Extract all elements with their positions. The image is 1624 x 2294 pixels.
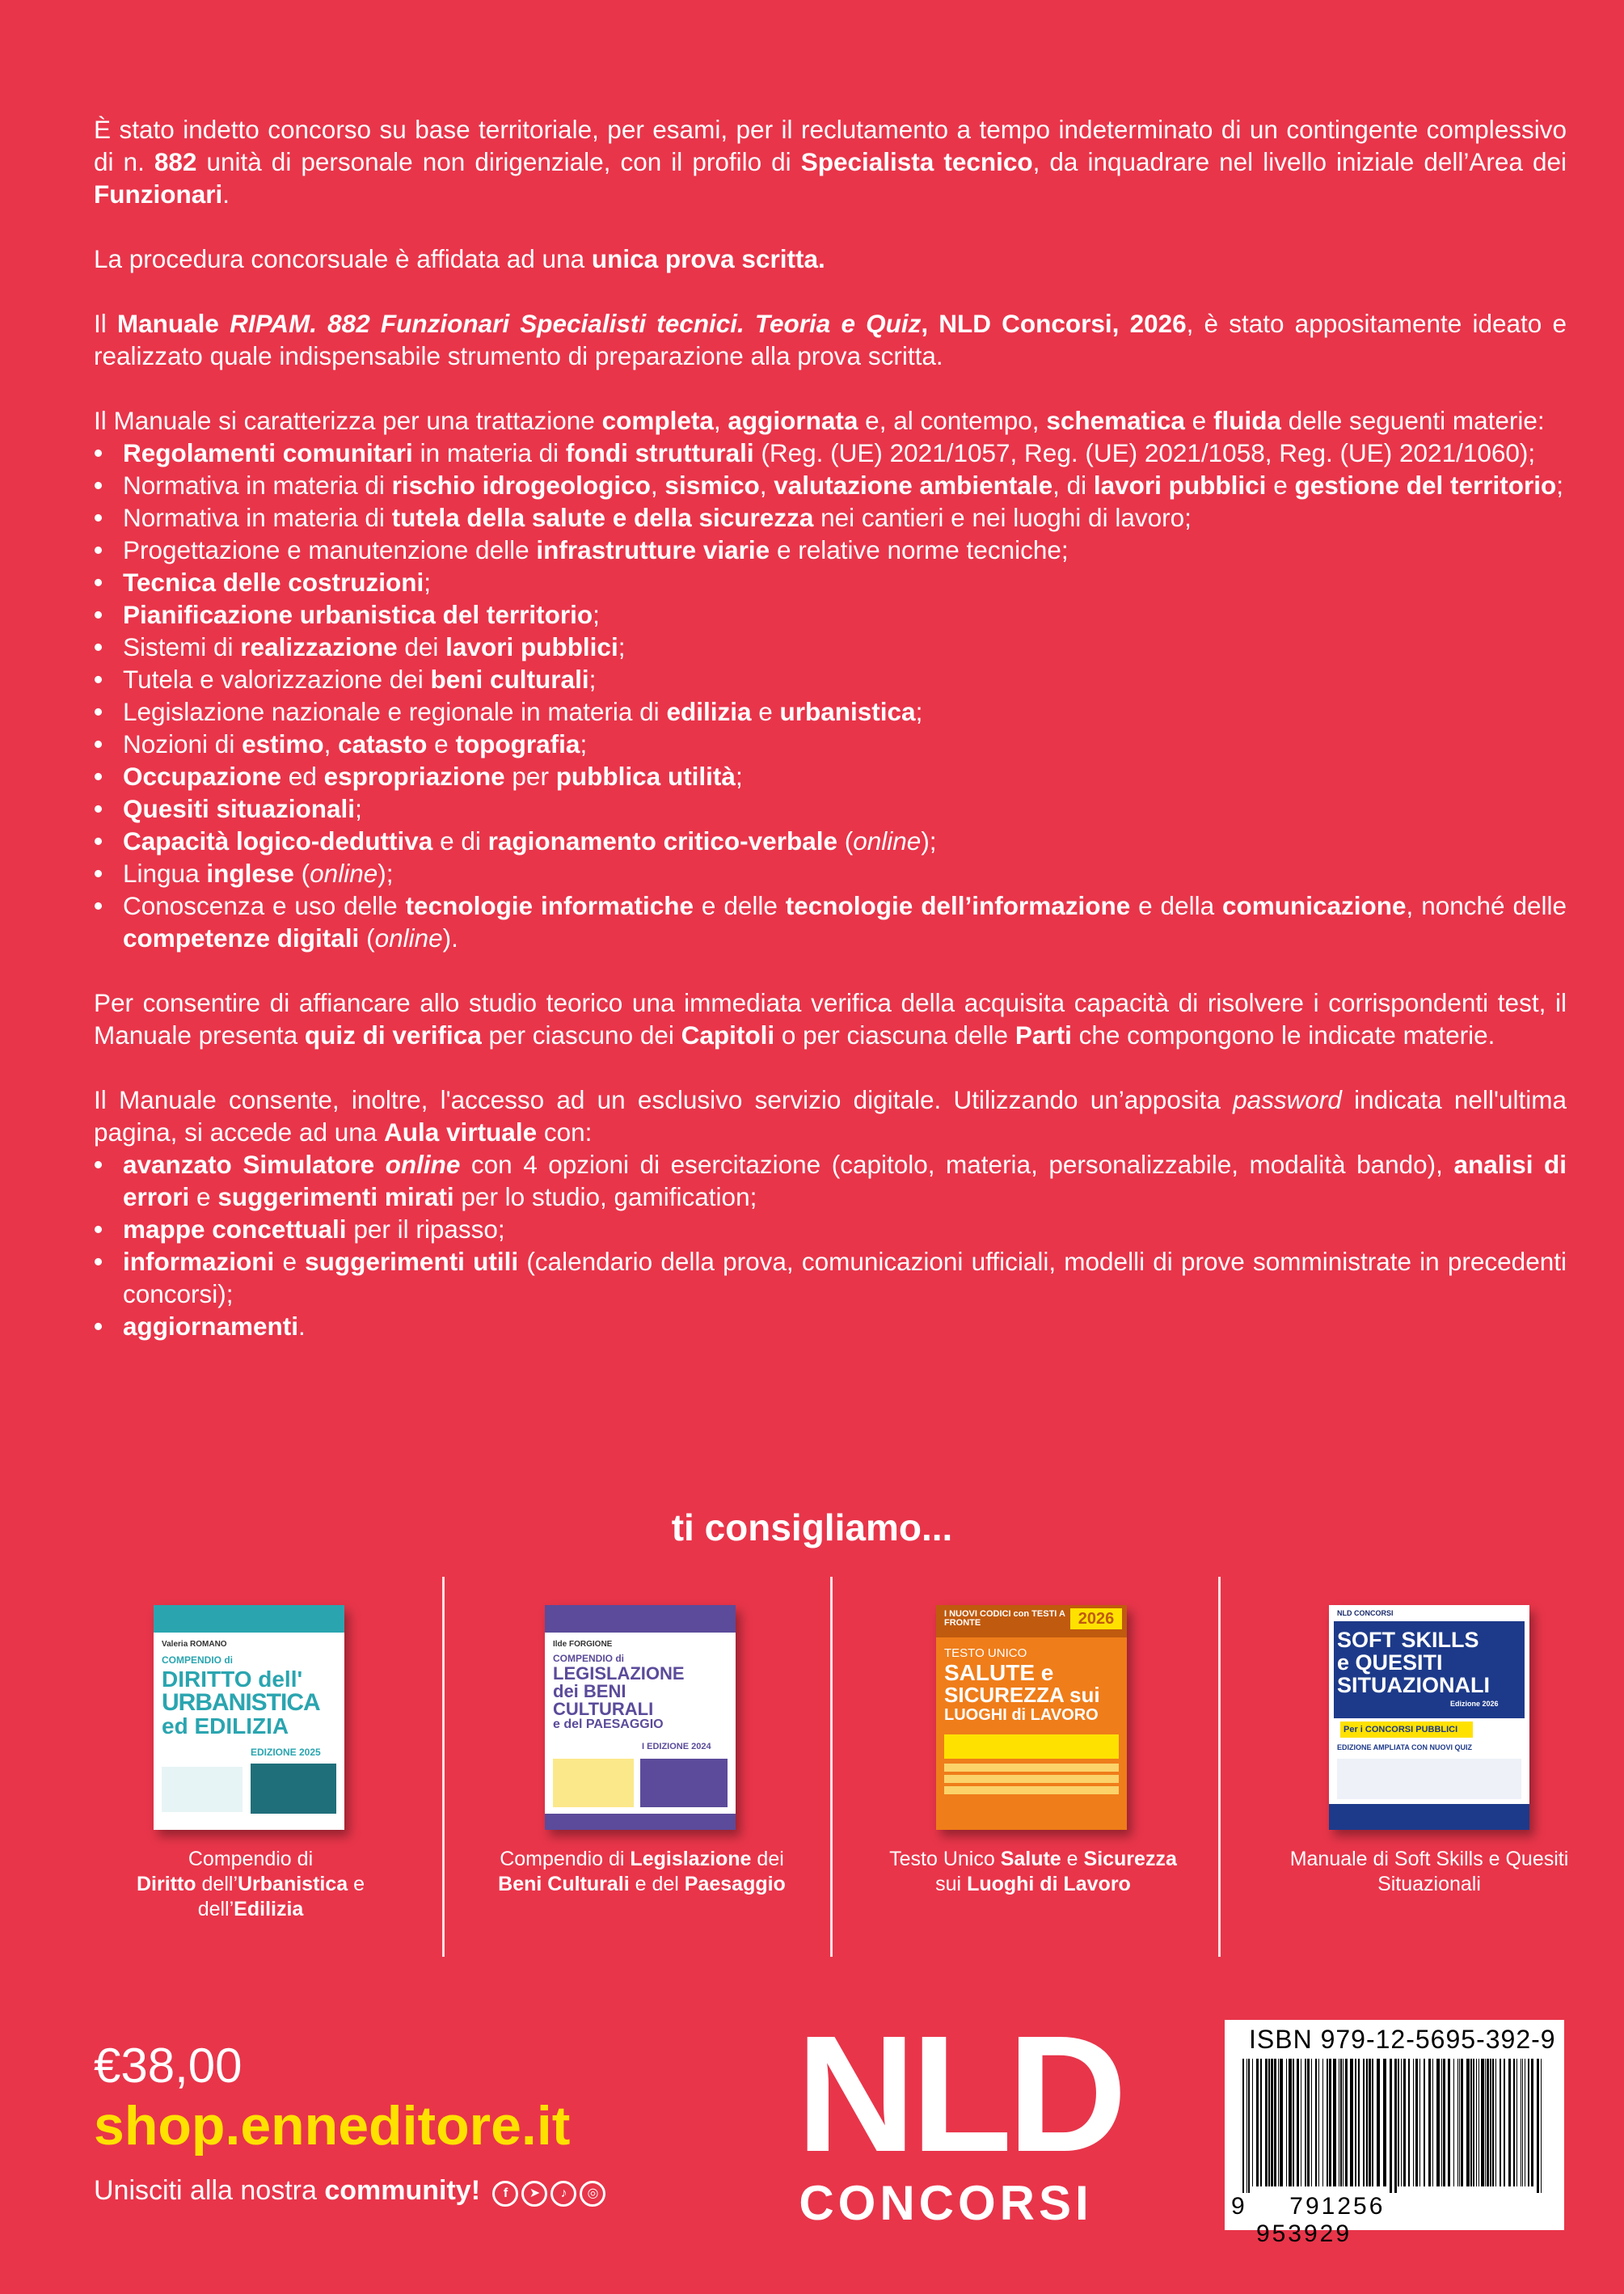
text-segment: indicata nell'ultima pagina, si accede ad una xyxy=(94,1085,1567,1147)
barcode-bar xyxy=(1271,2059,1273,2186)
barcode-bar xyxy=(1358,2059,1360,2186)
text-segment: ; xyxy=(735,762,743,791)
subject-item xyxy=(94,760,1567,792)
barcode-bar xyxy=(1350,2059,1353,2186)
barcode-bar xyxy=(1369,2059,1371,2186)
barcode-bar xyxy=(1401,2059,1402,2186)
barcode-bar xyxy=(1274,2059,1276,2186)
barcode-bar xyxy=(1528,2059,1529,2186)
text-segment: rischio idrogeologico xyxy=(391,471,651,500)
text-segment: Legislazione xyxy=(630,1848,752,1870)
barcode-bar xyxy=(1297,2059,1299,2186)
text-segment: Edilizia xyxy=(234,1898,304,1920)
barcode-bar xyxy=(1256,2059,1259,2186)
barcode-bar xyxy=(1408,2059,1410,2186)
divider xyxy=(830,1577,833,1957)
book-caption xyxy=(1284,1847,1575,1897)
text-segment: Tecnica delle costruzioni xyxy=(123,568,424,597)
logo-concorsi: CONCORSI xyxy=(799,2176,1093,2230)
barcode-bar xyxy=(1383,2059,1386,2186)
barcode-bar xyxy=(1428,2059,1431,2186)
text-segment: comunicazione xyxy=(1222,891,1407,920)
cover-header xyxy=(154,1605,344,1633)
text-segment: e xyxy=(1061,1848,1084,1870)
cover-line: DIRITTO dell' xyxy=(162,1667,303,1692)
subject-item xyxy=(94,857,1567,889)
text-segment: , di xyxy=(1052,471,1094,500)
text-segment: gestione del territorio xyxy=(1294,471,1557,500)
barcode-bar xyxy=(1537,2059,1539,2193)
cover-header xyxy=(545,1605,736,1633)
cover-box xyxy=(553,1759,634,1807)
text-segment: tutela della salute e della sicurezza xyxy=(391,503,814,532)
text-segment: ; xyxy=(1556,471,1564,500)
barcode-bar xyxy=(1441,2059,1442,2186)
text-segment: ); xyxy=(378,859,394,888)
text-segment: , xyxy=(650,471,665,500)
text-segment: Aula virtuale xyxy=(384,1117,538,1147)
text-segment: espropriazione xyxy=(323,762,505,791)
barcode-bar xyxy=(1453,2059,1454,2186)
cover-author: Valeria ROMANO xyxy=(162,1640,227,1649)
cover-footer xyxy=(1329,1804,1529,1830)
text-segment: fondi strutturali xyxy=(565,438,754,467)
cover-box xyxy=(944,1775,1119,1783)
isbn-barcode xyxy=(1225,2020,1564,2247)
tiktok-icon[interactable]: ♪ xyxy=(550,2181,576,2207)
text-segment: ); xyxy=(921,826,937,855)
text-segment: mappe concettuali xyxy=(123,1215,347,1244)
barcode-bar xyxy=(1377,2059,1380,2186)
text-segment: Sistemi di xyxy=(123,632,241,661)
barcode-bar xyxy=(1522,2059,1523,2186)
social-icons xyxy=(492,2177,609,2208)
cover-year: 2026 xyxy=(1070,1608,1122,1629)
text-segment: topografia xyxy=(455,729,580,758)
text-segment: e relative norme tecniche; xyxy=(770,535,1069,564)
text-segment: e xyxy=(189,1182,218,1211)
nld-concorsi-logo xyxy=(796,2001,1123,2236)
barcode-bar xyxy=(1419,2059,1420,2186)
intro-paragraph-4: Il Manuale si caratterizza per una trattazione completa, aggiornata e, al contempo, schematica e fluida delle seguenti materie: xyxy=(94,406,1545,435)
text-segment: quiz di verifica xyxy=(304,1020,482,1050)
subject-item xyxy=(94,501,1567,534)
cover-box xyxy=(162,1767,243,1812)
cover-edition: Edizione 2026 xyxy=(1450,1700,1499,1708)
cover-box xyxy=(251,1764,336,1814)
text-segment: suggerimenti utili xyxy=(305,1247,519,1276)
cover-line: e del PAESAGGIO xyxy=(553,1717,664,1731)
divider xyxy=(1218,1577,1221,1957)
barcode-bar xyxy=(1500,2059,1501,2186)
description-text xyxy=(94,113,1567,1342)
text-segment: online xyxy=(385,1150,461,1179)
logo-nld: NLD xyxy=(796,2001,1123,2186)
subject-item xyxy=(94,469,1567,501)
text-segment: Il Manuale consente, inoltre, l'accesso ad un esclusivo servizio digitale. Utilizzando un’apposita xyxy=(94,1085,1234,1114)
text-segment: per lo studio, gamification; xyxy=(453,1182,757,1211)
community-label: community! xyxy=(324,2175,481,2206)
subjects-list xyxy=(94,437,1567,954)
shop-link[interactable]: shop.enneditore.it xyxy=(94,2095,571,2157)
barcode-bar xyxy=(1280,2059,1283,2186)
barcode-bar xyxy=(1372,2059,1373,2186)
text-segment: e delle xyxy=(694,891,786,920)
barcode-bar xyxy=(1252,2059,1253,2186)
cover-edition: I EDIZIONE 2024 xyxy=(642,1742,711,1751)
digital-feature-item xyxy=(94,1310,1567,1342)
recommended-books xyxy=(0,1577,1624,1965)
text-segment: dell’ xyxy=(196,1873,238,1895)
barcode-bar xyxy=(1443,2059,1445,2186)
text-segment: Lingua xyxy=(123,859,207,888)
text-segment: Nozioni di xyxy=(123,729,243,758)
subject-item xyxy=(94,825,1567,857)
ean-digit-group: 953929 xyxy=(1255,2220,1352,2247)
text-segment: e xyxy=(427,729,456,758)
barcode-bar xyxy=(1424,2059,1425,2186)
barcode-bar xyxy=(1457,2059,1458,2186)
facebook-icon[interactable]: f xyxy=(492,2181,518,2207)
barcode-bar xyxy=(1485,2059,1486,2186)
barcode-bar xyxy=(1432,2059,1433,2186)
text-segment: ed xyxy=(281,762,324,791)
barcode-bar xyxy=(1415,2059,1418,2186)
barcode-bar xyxy=(1278,2059,1279,2186)
text-segment: lavori pubblici xyxy=(1093,471,1267,500)
text-segment: e dell’ xyxy=(197,1873,365,1920)
price: €38,00 xyxy=(94,2038,243,2093)
text-segment: e xyxy=(274,1247,306,1276)
barcode-bar xyxy=(1242,2059,1244,2193)
text-segment: ( xyxy=(293,859,310,888)
barcode-bar xyxy=(1246,2059,1247,2193)
barcode-bar xyxy=(1355,2059,1356,2186)
barcode-bar xyxy=(1508,2059,1511,2186)
text-segment: Capitoli xyxy=(681,1020,775,1050)
text-segment: Compendio di xyxy=(500,1848,631,1870)
text-segment: con 4 opzioni di esercitazione (capitolo, materia, personalizzabile, modalità bando), xyxy=(460,1150,1454,1179)
barcode-bar xyxy=(1327,2059,1328,2186)
text-segment: online xyxy=(374,923,443,953)
barcode-bar xyxy=(1307,2059,1310,2186)
subject-item xyxy=(94,534,1567,566)
barcode-bar xyxy=(1286,2059,1287,2186)
text-segment: o per ciascuna delle xyxy=(774,1020,1015,1050)
barcode-bar xyxy=(1481,2059,1484,2186)
digital-feature-item xyxy=(94,1148,1567,1213)
text-segment: Luoghi di Lavoro xyxy=(967,1873,1131,1895)
barcode-bar xyxy=(1476,2059,1477,2186)
text-segment: avanzato Simulatore xyxy=(123,1150,386,1179)
cover-line: SICUREZZA sui xyxy=(944,1683,1100,1707)
text-segment: online xyxy=(853,826,922,855)
instagram-icon[interactable]: ◎ xyxy=(580,2181,605,2207)
book-cover xyxy=(545,1605,736,1830)
text-segment: Normativa in materia di xyxy=(123,503,392,532)
text-segment: ( xyxy=(837,826,854,855)
subject-item xyxy=(94,695,1567,728)
book-cover xyxy=(936,1605,1127,1830)
barcode-bar xyxy=(1492,2059,1494,2186)
subject-item xyxy=(94,663,1567,695)
barcode-bar xyxy=(1398,2059,1399,2186)
text-segment: ; xyxy=(618,632,626,661)
intro-paragraph-1: È stato indetto concorso su base territoriale, per esami, per il reclutamento a tempo indeterminato di un contingente complessivo di n. 882 unità di personale non dirigenziale, con il profilo di Specialista tecnico, da inquadrare nel livello iniziale dell’Area dei Funzionari. xyxy=(94,115,1567,209)
ean-digit-group: 9 xyxy=(1231,2193,1247,2220)
text-segment: sismico xyxy=(664,471,760,500)
text-segment: infrastrutture viarie xyxy=(536,535,770,564)
barcode-bar xyxy=(1470,2059,1472,2186)
barcode-bar xyxy=(1490,2059,1491,2186)
text-segment: tecnologie dell’informazione xyxy=(785,891,1131,920)
text-segment: per il ripasso; xyxy=(346,1215,505,1244)
cover-edition: EDIZIONE 2025 xyxy=(251,1747,321,1758)
cover-top: I NUOVI CODICI con TESTI A FRONTE xyxy=(944,1609,1065,1628)
barcode-bar xyxy=(1461,2059,1463,2186)
text-segment: ; xyxy=(915,697,923,726)
barcode-bar xyxy=(1459,2059,1460,2186)
subject-item xyxy=(94,598,1567,631)
cover-footer xyxy=(545,1814,736,1830)
text-segment: per ciascuno dei xyxy=(481,1020,681,1050)
text-segment: Sicurezza xyxy=(1083,1848,1177,1870)
cover-line: URBANISTICA xyxy=(162,1689,320,1716)
text-segment: sui xyxy=(935,1873,968,1895)
text-segment: Diritto xyxy=(136,1873,196,1895)
text-segment: in materia di xyxy=(412,438,566,467)
barcode-bar xyxy=(1265,2059,1268,2186)
cover-line: SITUAZIONALI xyxy=(1337,1673,1490,1697)
cover-box xyxy=(944,1764,1119,1772)
subject-item xyxy=(94,889,1567,954)
barcode-bar xyxy=(1516,2059,1517,2186)
cover-badge: Per i CONCORSI PUBBLICI xyxy=(1340,1722,1473,1738)
text-segment: online xyxy=(310,859,378,888)
text-segment: Tutela e valorizzazione dei xyxy=(123,665,431,694)
text-segment: nei cantieri e nei luoghi di lavoro; xyxy=(813,503,1192,532)
text-segment: , xyxy=(323,729,339,758)
text-segment: valutazione ambientale xyxy=(774,471,1053,500)
cover-line: e QUESITI xyxy=(1337,1650,1443,1675)
text-segment: tecnologie informatiche xyxy=(405,891,694,920)
text-segment: ; xyxy=(593,600,600,629)
cover-author: Ilde FORGIONE xyxy=(553,1640,613,1649)
text-segment: ; xyxy=(588,665,597,694)
text-segment: e xyxy=(1266,471,1295,500)
barcode-bar xyxy=(1333,2059,1336,2186)
barcode-bar xyxy=(1248,2059,1250,2193)
barcode-bar xyxy=(1315,2059,1317,2186)
barcode-bar xyxy=(1513,2059,1515,2186)
barcode-bar xyxy=(1504,2059,1505,2186)
barcode xyxy=(1242,2059,1546,2193)
community-line xyxy=(94,2175,609,2208)
barcode-bar xyxy=(1311,2059,1312,2186)
text-segment: ). xyxy=(442,923,458,953)
barcode-bar xyxy=(1478,2059,1479,2186)
barcode-bar xyxy=(1260,2059,1262,2186)
cover-brand: NLD CONCORSI xyxy=(1337,1609,1394,1617)
book-cover xyxy=(1329,1605,1529,1830)
text-segment: estimo xyxy=(242,729,324,758)
divider xyxy=(442,1577,445,1957)
text-segment: beni culturali xyxy=(430,665,589,694)
text-segment: ; xyxy=(424,568,432,597)
text-segment: urbanistica xyxy=(779,697,916,726)
text-segment: lavori pubblici xyxy=(445,632,618,661)
text-segment: ; xyxy=(355,794,362,823)
text-segment: Pianificazione urbanistica del territorio xyxy=(123,600,593,629)
text-segment: Per consentire di affiancare allo studio teorico una immediata verifica della acquisita capacità di risolvere i corrispondenti test, il Manuale presenta xyxy=(94,988,1567,1050)
text-segment: per xyxy=(504,762,556,791)
barcode-bar xyxy=(1305,2059,1306,2186)
cover-line: dei BENI xyxy=(553,1681,626,1701)
barcode-bar xyxy=(1394,2059,1397,2193)
cover-line: LEGISLAZIONE xyxy=(553,1663,685,1684)
text-segment: Regolamenti comunitari xyxy=(123,438,413,467)
text-segment: edilizia xyxy=(666,697,752,726)
cover-box xyxy=(640,1759,728,1807)
community-prefix: Unisciti alla nostra xyxy=(94,2175,325,2206)
book-cover xyxy=(154,1605,344,1830)
text-segment: Compendio di xyxy=(188,1848,314,1870)
text-segment: Conoscenza e uso delle xyxy=(123,891,406,920)
cover-line: TESTO UNICO xyxy=(944,1646,1027,1660)
intro-paragraph-3: Il Manuale RIPAM. 882 Funzionari Specialisti tecnici. Teoria e Quiz, NLD Concorsi, 2026, è stato appositamente ideato e realizzato quale indispensabile strumento di preparazione alla prova scritta. xyxy=(94,309,1567,370)
cover-line: LUOGHI di LAVORO xyxy=(944,1706,1099,1724)
text-segment: suggerimenti mirati xyxy=(217,1182,454,1211)
barcode-bar xyxy=(1436,2059,1440,2186)
barcode-bar xyxy=(1329,2059,1331,2186)
text-segment: Manuale di Soft Skills e Quesiti Situazionali xyxy=(1289,1848,1569,1895)
recommend-title: ti consigliamo... xyxy=(671,1506,953,1548)
text-segment: Paesaggio xyxy=(684,1873,786,1895)
text-segment: con: xyxy=(537,1117,593,1147)
barcode-bar xyxy=(1345,2059,1348,2186)
text-segment: inglese xyxy=(206,859,294,888)
barcode-bar xyxy=(1531,2059,1533,2186)
cover-note: EDIZIONE AMPLIATA CON NUOVI QUIZ xyxy=(1337,1743,1472,1751)
book-caption xyxy=(496,1847,787,1897)
text-segment: Progettazione e manutenzione delle xyxy=(123,535,537,564)
subject-item xyxy=(94,566,1567,598)
barcode-bar xyxy=(1318,2059,1319,2186)
barcode-bar xyxy=(1466,2059,1470,2186)
barcode-bar xyxy=(1448,2059,1450,2186)
text-segment: (Reg. (UE) 2021/1057, Reg. (UE) 2021/1058, Reg. (UE) 2021/1060); xyxy=(753,438,1536,467)
barcode-bar xyxy=(1289,2059,1292,2186)
cover-line: COMPENDIO di xyxy=(553,1653,625,1664)
isbn-text: ISBN 979-12-5695-392-9 xyxy=(1249,2025,1556,2054)
barcode-bar xyxy=(1495,2059,1496,2186)
text-segment: competenze digitali xyxy=(123,923,360,953)
subject-item xyxy=(94,631,1567,663)
barcode-bar xyxy=(1487,2059,1489,2186)
digital-service-paragraph xyxy=(94,1084,1567,1148)
text-segment: Occupazione xyxy=(123,762,282,791)
barcode-bar xyxy=(1268,2059,1270,2186)
text-segment: e della xyxy=(1130,891,1222,920)
cover-line: SOFT SKILLS xyxy=(1337,1628,1479,1652)
text-segment: che compongono le indicate materie. xyxy=(1071,1020,1495,1050)
text-segment: password xyxy=(1233,1085,1342,1114)
cover-box xyxy=(944,1786,1119,1794)
text-segment: , nonché delle xyxy=(1406,891,1567,920)
quiz-paragraph xyxy=(94,986,1567,1051)
intro-paragraph-2: La procedura concorsuale è affidata ad una unica prova scritta. xyxy=(94,244,825,273)
barcode-bar xyxy=(1340,2059,1342,2186)
text-segment: , xyxy=(759,471,774,500)
text-segment: ( xyxy=(359,923,375,953)
subject-item xyxy=(94,792,1567,825)
barcode-bar xyxy=(1390,2059,1392,2193)
barcode-bar xyxy=(1293,2059,1294,2186)
text-segment: Normativa in materia di xyxy=(123,471,392,500)
text-segment: (calendario della prova, comunicazioni ufficiali, modelli di prove somministrate in precedenti concorsi); xyxy=(123,1247,1567,1308)
text-segment: aggiornamenti xyxy=(123,1312,299,1341)
text-segment: pubblica utilità xyxy=(555,762,736,791)
text-segment: Parti xyxy=(1014,1020,1072,1050)
cover-line: SALUTE e xyxy=(944,1660,1054,1685)
barcode-bar xyxy=(1473,2059,1474,2186)
telegram-icon[interactable]: ➤ xyxy=(521,2181,547,2207)
cover-line: COMPENDIO di xyxy=(162,1654,234,1666)
text-segment: e xyxy=(751,697,780,726)
text-segment: dei xyxy=(397,632,446,661)
virtual-classroom-list xyxy=(94,1148,1567,1342)
barcode-bar xyxy=(1413,2059,1414,2186)
text-segment: Beni Culturali xyxy=(498,1873,630,1895)
text-segment: dei xyxy=(751,1848,784,1870)
text-segment: analisi di errori xyxy=(123,1150,1567,1211)
ean-digit-group: 791256 xyxy=(1289,2193,1386,2220)
barcode-bar xyxy=(1322,2059,1323,2186)
text-segment: Salute xyxy=(1000,1848,1061,1870)
text-segment: catasto xyxy=(338,729,428,758)
book-caption xyxy=(105,1847,396,1922)
barcode-bar xyxy=(1363,2059,1365,2186)
text-segment: Capacità logico-deduttiva xyxy=(123,826,433,855)
cover-box xyxy=(944,1734,1119,1759)
ean-digits xyxy=(1231,2193,1563,2248)
text-segment: ragionamento critico-verbale xyxy=(487,826,837,855)
cover-line: ed EDILIZIA xyxy=(162,1713,289,1738)
text-segment: realizzazione xyxy=(240,632,398,661)
text-segment: ; xyxy=(580,729,588,758)
barcode-bar xyxy=(1541,2059,1542,2193)
book-caption xyxy=(888,1847,1179,1897)
subject-item xyxy=(94,728,1567,760)
barcode-bar xyxy=(1366,2059,1368,2186)
text-segment: Urbanistica xyxy=(238,1873,348,1895)
text-segment: Legislazione nazionale e regionale in materia di xyxy=(123,697,667,726)
text-segment: e di xyxy=(432,826,488,855)
text-segment: Quesiti situazionali xyxy=(123,794,356,823)
text-segment: e del xyxy=(629,1873,685,1895)
subject-item xyxy=(94,437,1567,469)
cover-box xyxy=(1337,1759,1521,1799)
text-segment: informazioni xyxy=(123,1247,275,1276)
digital-feature-item xyxy=(94,1213,1567,1245)
cover-line: CULTURALI xyxy=(553,1699,654,1719)
digital-feature-item xyxy=(94,1245,1567,1310)
text-segment: Testo Unico xyxy=(889,1848,1001,1870)
barcode-bar xyxy=(1403,2059,1406,2186)
text-segment: . xyxy=(298,1312,306,1341)
